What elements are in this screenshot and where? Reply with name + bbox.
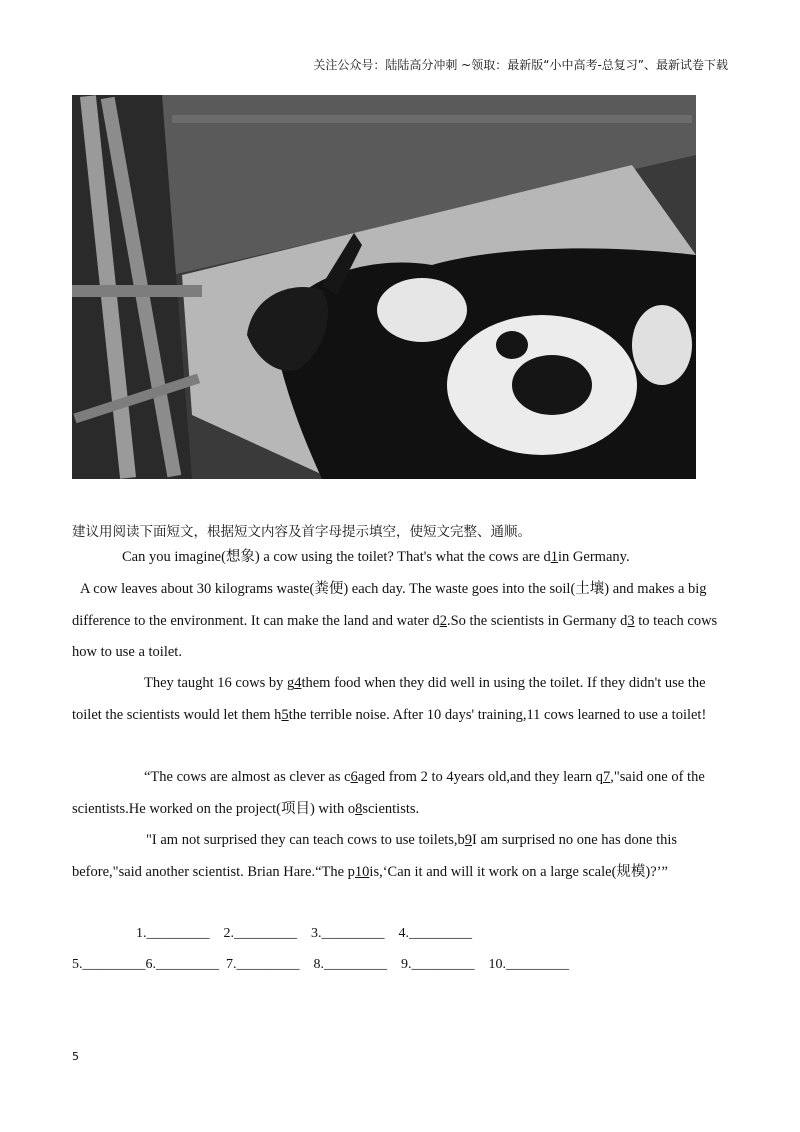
blank-7: 7 [603,769,611,785]
blank-4: 4 [294,675,302,691]
p3-text-a: They taught 16 cows by g [144,675,295,691]
answer-row-1: 1._________ 2._________ 3._________ 4._________ [136,926,472,941]
blank-1: 1 [550,549,559,565]
page-number: 5 [72,1050,79,1063]
p3-text-c: them food when they did well in using the toilet. If they didn't use the toilet the scientists would let them h [72,675,706,723]
paragraph-2 [72,574,724,669]
p1-text-c: in Germany. [558,549,630,565]
p4-text-c: aged from 2 to 4years old,and they learn q [357,769,603,785]
p2-text-c: .So the scientists in Germany d [446,612,628,629]
p2-text-d: to teach cows how to use a toilet. [72,612,718,660]
p5-text-a: "I am not surprised they can teach cows to use toilets,b [146,832,465,848]
p5-text-d: is,‘Can it and will it work on a large scale(规模)?’” [369,863,668,880]
p4-text-e: scientists. [362,800,420,817]
p5-text-c: I am surprised no one has done this before,"said another scientist. Brian Hare.“The p [72,832,678,880]
p4-text-d: ,"said one of the scientists.He worked on the project(项目) with o [72,769,705,817]
p1-text-a: Can you imagine(想象) a cow using the toilet? That's what the cows are d [122,549,551,565]
answer-row-2: 5._________6._________ 7._________ 8._________ 9._________ 10._________ [72,957,569,972]
blank-2: 2 [439,612,447,629]
paragraph-5 [72,825,724,888]
blank-9: 9 [464,832,473,848]
blank-8: 8 [355,800,363,817]
cow-photo [72,95,696,479]
instruction-text: 建议用阅读下面短文，根据短文内容及首字母提示填空，使短文完整、通顺。 [72,524,531,540]
cow-photo-illustration [72,95,696,479]
p3-text-d: the terrible noise. After 10 days' training,11 cows learned to use a toilet! [288,706,707,723]
blank-10: 10 [354,863,370,880]
p2-text-a: A cow leaves about 30 kilograms waste(粪便) each day. The waste goes into the soil(土壤) and makes a big difference to the environment. It can make the land and water d [72,581,707,629]
paragraph-1 [72,542,724,574]
p4-text-a: “The cows are almost as clever as c [144,769,351,785]
blank-5: 5 [281,706,289,723]
page-header: 关注公众号：陆陆高分冲刺 ~领取：最新版“小中高考-总复习”、最新试卷下载 [313,58,728,72]
paragraph-4 [72,762,724,825]
blank-6: 6 [350,769,358,785]
blank-3: 3 [627,612,635,629]
paragraph-3 [72,668,724,731]
